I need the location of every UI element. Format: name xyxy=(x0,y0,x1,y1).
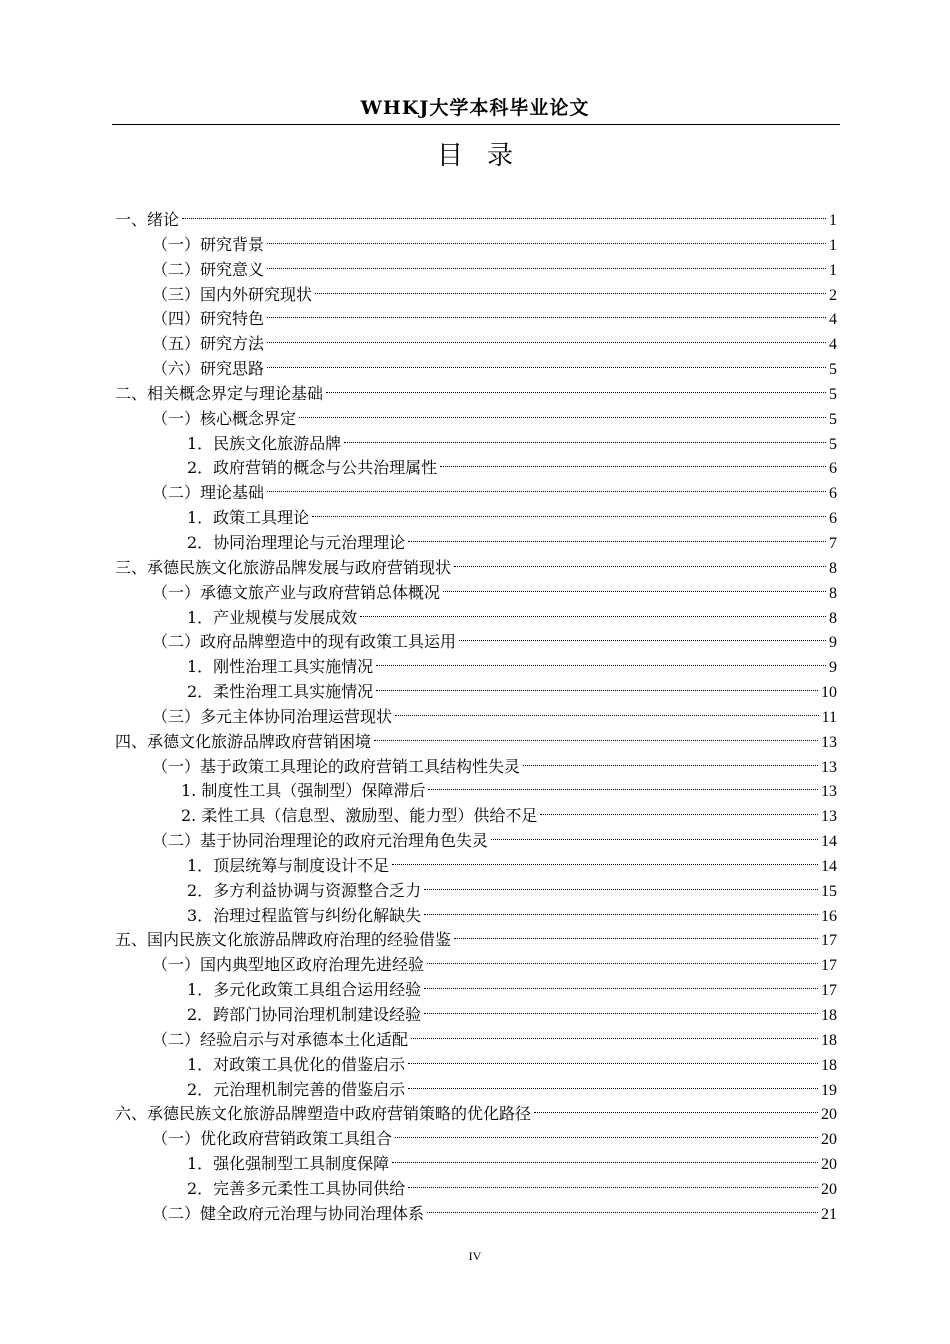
toc-dot-leader xyxy=(267,325,826,349)
toc-entry-text: 1．民族文化旅游品牌 xyxy=(187,433,342,453)
toc-entry-page: 20 xyxy=(821,1156,837,1174)
toc-entry-text: 2．多方利益协调与资源整合乏力 xyxy=(187,880,422,900)
toc-entry-page: 14 xyxy=(821,857,837,875)
toc-entry-text: 2．跨部门协同治理机制建设经验 xyxy=(187,1005,422,1024)
toc-entry-text: （二）经验启示与对承德本土化适配 xyxy=(152,1029,409,1049)
toc-entry-text: （一）承德文旅产业与政府营销总体概况 xyxy=(152,582,441,602)
toc-entry-page: 6 xyxy=(829,485,837,503)
toc-dot-leader xyxy=(326,375,826,399)
toc-entry-text: （六）研究思路 xyxy=(152,359,265,379)
toc-entry-page: 2 xyxy=(829,286,837,304)
toc-entry-page: 18 xyxy=(821,1056,837,1074)
toc-dot-leader xyxy=(360,599,826,623)
toc-dot-leader xyxy=(182,201,826,225)
toc-dot-leader xyxy=(411,1021,818,1045)
toc-entry-text: （五）研究方法 xyxy=(152,334,265,354)
toc-dot-leader xyxy=(395,1120,818,1144)
toc-dot-leader xyxy=(315,276,826,300)
toc-dot-leader xyxy=(424,971,818,995)
toc-dot-leader xyxy=(267,226,826,250)
toc-entry-page: 7 xyxy=(829,534,837,552)
toc-entry-text: （二）健全政府元治理与协同治理体系 xyxy=(152,1203,425,1223)
toc-dot-leader xyxy=(267,474,826,498)
toc-entry-page: 16 xyxy=(821,907,837,925)
toc-entry-text: 六、承德民族文化旅游品牌塑造中政府营销策略的优化路径 xyxy=(115,1104,532,1124)
toc-dot-leader xyxy=(424,996,818,1020)
toc-entry-text: （一）优化政府营销政策工具组合 xyxy=(152,1129,393,1149)
toc-dot-leader xyxy=(392,1145,818,1169)
toc-dot-leader xyxy=(344,425,826,449)
toc-entry-text: （一）国内典型地区政府治理先进经验 xyxy=(152,955,425,975)
toc-entry-page: 6 xyxy=(829,460,837,478)
toc-entry-page: 13 xyxy=(821,783,837,801)
toc-entry-text: 1．多元化政策工具组合运用经验 xyxy=(187,980,422,1000)
toc-entry-text: （一）研究背景 xyxy=(152,234,265,254)
toc-dot-leader xyxy=(424,872,818,896)
toc-entry-page: 8 xyxy=(829,609,837,627)
toc-entry-page: 4 xyxy=(829,311,837,329)
toc-entry-text: 2. 柔性工具（信息型、激励型、能力型）供给不足 xyxy=(181,806,538,826)
toc-entry-text: （一）核心概念界定 xyxy=(152,408,297,428)
toc-entry-text: 2．协同治理理论与元治理理论 xyxy=(187,532,406,552)
toc-entry-text: 2．元治理机制完善的借鉴启示 xyxy=(187,1079,406,1099)
toc-entry-page: 1 xyxy=(829,236,837,254)
toc-entry-page: 20 xyxy=(821,1131,837,1149)
toc-dot-leader xyxy=(392,847,818,871)
toc-dot-leader xyxy=(454,549,826,573)
toc-entry-page: 11 xyxy=(821,708,837,726)
toc-entry-text: 1．产业规模与发展成效 xyxy=(187,607,358,627)
toc-dot-leader xyxy=(267,350,826,374)
toc-entry-page: 17 xyxy=(821,982,837,1000)
toc-dot-leader xyxy=(312,499,826,523)
toc-entry-text: 五、国内民族文化旅游品牌政府治理的经验借鉴 xyxy=(115,930,452,950)
toc-dot-leader xyxy=(443,574,826,598)
toc-dot-leader xyxy=(299,400,826,424)
toc-entry-page: 5 xyxy=(829,385,837,403)
toc-entry-text: 一、绪论 xyxy=(115,210,180,229)
toc-dot-leader xyxy=(491,822,818,846)
toc-entry-page: 17 xyxy=(821,932,837,950)
toc-dot-leader xyxy=(440,449,826,473)
toc-entry-page: 9 xyxy=(829,634,837,652)
toc-entry-page: 4 xyxy=(829,336,837,354)
toc-entry-text: （二）政府品牌塑造中的现有政策工具运用 xyxy=(152,632,457,652)
toc-entry-page: 9 xyxy=(829,659,837,677)
toc-entry-page: 8 xyxy=(829,559,837,577)
table-of-contents xyxy=(115,201,837,1223)
toc-entry-text: （二）理论基础 xyxy=(152,483,265,503)
toc-entry-text: 三、承德民族文化旅游品牌发展与政府营销现状 xyxy=(115,557,452,577)
toc-entry-page: 13 xyxy=(821,808,837,826)
toc-dot-leader xyxy=(428,772,818,796)
toc-entry-text: 3．治理过程监管与纠纷化解缺失 xyxy=(187,905,422,925)
toc-dot-leader xyxy=(408,1071,818,1095)
toc-entry-page: 20 xyxy=(821,1180,837,1198)
toc-entry-page: 18 xyxy=(821,1031,837,1049)
toc-entry-text: 2．柔性治理工具实施情况 xyxy=(187,682,374,702)
toc-entry-page: 20 xyxy=(821,1106,837,1124)
toc-entry-page: 18 xyxy=(821,1007,837,1024)
toc-dot-leader xyxy=(523,748,818,772)
toc-dot-leader xyxy=(374,723,818,747)
toc-entry-page: 19 xyxy=(821,1081,837,1099)
toc-entry-page: 5 xyxy=(829,435,837,453)
toc-entry-text: 2．完善多元柔性工具协同供给 xyxy=(187,1178,406,1198)
toc-entry[interactable] xyxy=(115,201,837,229)
toc-dot-leader xyxy=(540,797,818,821)
toc-dot-leader xyxy=(395,698,819,722)
toc-dot-leader xyxy=(408,1170,818,1194)
toc-title: 目录 xyxy=(436,141,537,171)
footer-page-number: IV xyxy=(468,1249,482,1263)
toc-entry-text: （一）基于政策工具理论的政府营销工具结构性失灵 xyxy=(152,756,521,776)
toc-entry-text: 1．对政策工具优化的借鉴启示 xyxy=(187,1054,406,1074)
toc-dot-leader xyxy=(427,946,818,970)
toc-dot-leader xyxy=(459,623,826,647)
toc-entry-text: 2．政府营销的概念与公共治理属性 xyxy=(187,458,438,478)
toc-entry-text: 1. 制度性工具（强制型）保障滞后 xyxy=(181,781,426,801)
toc-dot-leader xyxy=(454,921,818,945)
toc-dot-leader xyxy=(424,897,818,921)
toc-dot-leader xyxy=(376,673,818,697)
toc-entry-page: 8 xyxy=(829,584,837,602)
toc-dot-leader xyxy=(267,300,826,324)
toc-entry-text: 1．刚性治理工具实施情况 xyxy=(187,657,374,677)
toc-entry-text: 四、承德文化旅游品牌政府营销困境 xyxy=(115,731,372,751)
toc-dot-leader xyxy=(408,524,826,548)
toc-entry-text: 二、相关概念界定与理论基础 xyxy=(115,383,324,403)
toc-entry-text: 1．政策工具理论 xyxy=(187,508,310,528)
toc-entry-page: 1 xyxy=(829,261,837,279)
toc-entry-text: （三）多元主体协同治理运营现状 xyxy=(152,706,393,726)
toc-entry-text: （三）国内外研究现状 xyxy=(152,284,313,304)
toc-entry-page: 5 xyxy=(829,361,837,379)
toc-entry-page: 10 xyxy=(821,684,837,702)
toc-entry-text: 1．强化强制型工具制度保障 xyxy=(187,1154,390,1174)
toc-dot-leader xyxy=(376,648,826,672)
toc-dot-leader xyxy=(267,251,826,275)
toc-entry-page: 6 xyxy=(829,510,837,528)
toc-entry-text: （四）研究特色 xyxy=(152,309,265,329)
header-rule xyxy=(112,124,840,125)
toc-entry-page: 13 xyxy=(821,733,837,751)
toc-entry-page: 15 xyxy=(821,882,837,900)
toc-entry-text: （二）研究意义 xyxy=(152,259,265,279)
toc-entry-page: 13 xyxy=(821,758,837,776)
toc-entry-text: 1．顶层统筹与制度设计不足 xyxy=(187,855,390,875)
toc-entry-page: 5 xyxy=(829,410,837,428)
toc-entry-page: 1 xyxy=(829,212,837,229)
toc-dot-leader xyxy=(427,1195,818,1219)
toc-entry-text: （二）基于协同治理理论的政府元治理角色失灵 xyxy=(152,831,489,851)
toc-entry-page: 21 xyxy=(821,1205,837,1223)
thesis-header-title: WHKJ大学本科毕业论文 xyxy=(360,97,590,119)
toc-dot-leader xyxy=(534,1095,818,1119)
toc-entry-page: 14 xyxy=(821,833,837,851)
toc-entry[interactable] xyxy=(115,226,837,254)
toc-dot-leader xyxy=(408,1046,818,1070)
toc-entry-page: 17 xyxy=(821,957,837,975)
